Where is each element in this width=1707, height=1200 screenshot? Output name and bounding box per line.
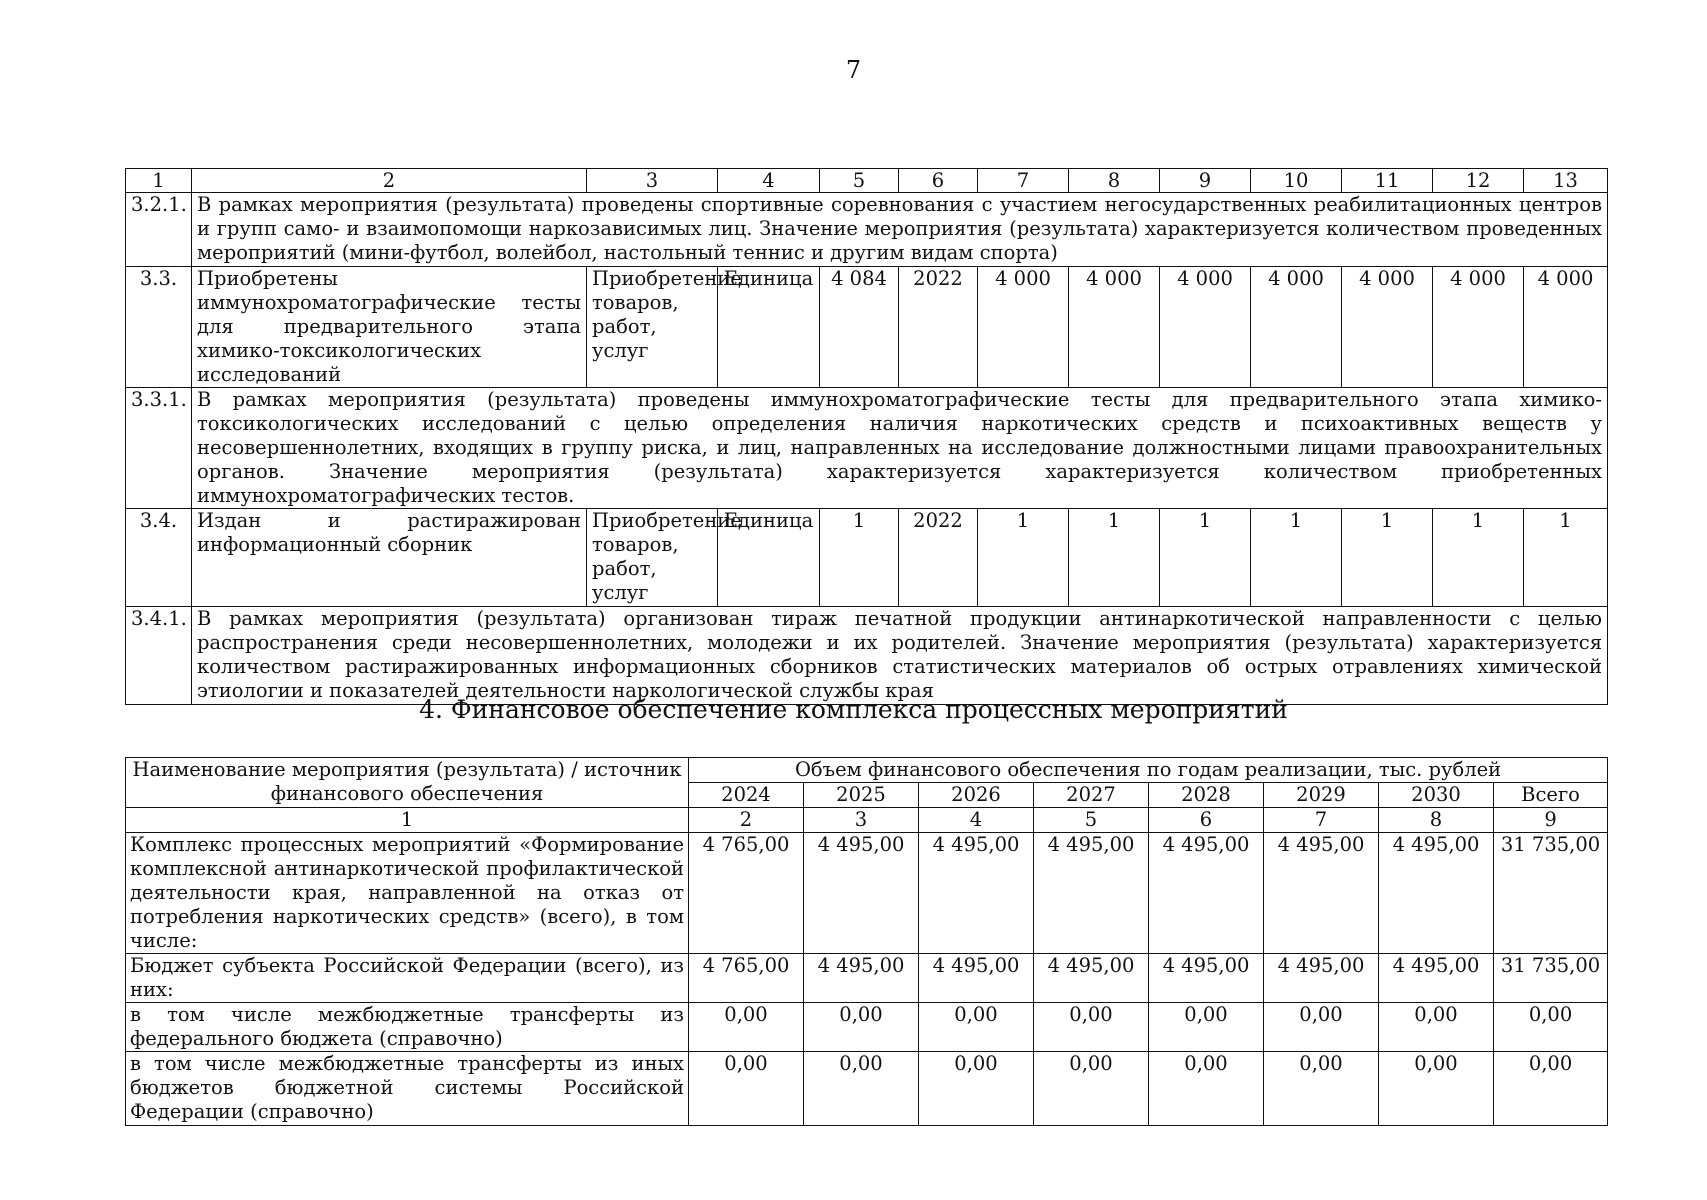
amount-cell: 0,00 (1264, 1052, 1379, 1126)
table-row (126, 1052, 1608, 1126)
year-value: 1 (1433, 509, 1524, 607)
column-group-header: Объем финансового обеспечения по годам реализации, тыс. рублей (689, 758, 1608, 783)
column-number: 8 (1069, 169, 1160, 193)
event-type: Приобретение товаров, работ, услуг (587, 509, 718, 607)
amount-cell: 0,00 (1264, 1003, 1379, 1052)
year-header: 2025 (804, 783, 919, 808)
table-row (126, 193, 1608, 267)
amount-total-cell: 0,00 (1494, 1003, 1608, 1052)
year-value: 4 000 (1160, 267, 1251, 388)
column-number: 6 (1149, 808, 1264, 833)
base-year: 2022 (899, 267, 978, 388)
amount-cell: 4 495,00 (919, 833, 1034, 954)
column-number: 12 (1433, 169, 1524, 193)
amount-cell: 4 495,00 (1034, 833, 1149, 954)
amount-cell: 0,00 (689, 1052, 804, 1126)
column-number: 3 (587, 169, 718, 193)
amount-cell: 0,00 (1379, 1003, 1494, 1052)
table-row (126, 607, 1608, 705)
table-header-row (126, 758, 1608, 783)
amount-cell: 0,00 (804, 1052, 919, 1126)
amount-cell: 0,00 (1379, 1052, 1494, 1126)
year-header: 2029 (1264, 783, 1379, 808)
column-number: 9 (1160, 169, 1251, 193)
row-number: 3.4.1. (126, 607, 192, 705)
year-header: 2030 (1379, 783, 1494, 808)
amount-cell: 4 495,00 (919, 954, 1034, 1003)
table-row (126, 509, 1608, 607)
column-number: 8 (1379, 808, 1494, 833)
amount-cell: 4 765,00 (689, 833, 804, 954)
unit: Единица (718, 267, 820, 388)
amount-cell: 4 495,00 (804, 954, 919, 1003)
amount-cell: 4 495,00 (1264, 833, 1379, 954)
event-name: Приобретены иммунохроматографические тесты для предварительного этапа химико-токсикологических исследований (192, 267, 587, 388)
year-value: 4 000 (978, 267, 1069, 388)
amount-cell: 0,00 (919, 1003, 1034, 1052)
year-value: 4 000 (1524, 267, 1608, 388)
table-numbering-row (126, 808, 1608, 833)
total-header: Всего (1494, 783, 1608, 808)
column-number: 5 (820, 169, 899, 193)
amount-cell: 0,00 (804, 1003, 919, 1052)
event-name: Издан и растиражирован информационный сборник (192, 509, 587, 607)
column-number: 1 (126, 808, 689, 833)
table-row (126, 1003, 1608, 1052)
amount-cell: 0,00 (689, 1003, 804, 1052)
column-number: 5 (1034, 808, 1149, 833)
amount-cell: 4 495,00 (1264, 954, 1379, 1003)
result-description: В рамках мероприятия (результата) проведены спортивные соревнования с участием негосударственных реабилитационных центров и групп само- и взаимопомощи наркозависимых лиц. Значение мероприятия (результата) характеризуется количеством проведенных мероприятий (мини-футбол, волейбол, настольный теннис и другим видам спорта) (192, 193, 1608, 267)
year-value: 1 (1251, 509, 1342, 607)
indicators-table (125, 168, 1608, 705)
column-number: 2 (192, 169, 587, 193)
amount-cell: 4 765,00 (689, 954, 804, 1003)
base-value: 4 084 (820, 267, 899, 388)
column-header-name: Наименование мероприятия (результата) / источник финансового обеспечения (126, 758, 689, 808)
base-value: 1 (820, 509, 899, 607)
page-number: 7 (845, 56, 862, 84)
column-number: 7 (1264, 808, 1379, 833)
year-value: 4 000 (1069, 267, 1160, 388)
table-row (126, 833, 1608, 954)
section-title: 4. Финансовое обеспечение комплекса процессных мероприятий (419, 695, 1288, 724)
year-value: 4 000 (1342, 267, 1433, 388)
row-number: 3.4. (126, 509, 192, 607)
column-number: 9 (1494, 808, 1608, 833)
year-header: 2026 (919, 783, 1034, 808)
row-number: 3.3.1. (126, 388, 192, 509)
year-value: 1 (1069, 509, 1160, 607)
result-description: В рамках мероприятия (результата) организован тираж печатной продукции антинаркотической направленности с целью распространения среди несовершеннолетних, молодежи и их родителей. Значение мероприятия (результата) характеризуется количеством растиражированных информационных сборников статистических материалов об острых отравлениях химической этиологии и показателей деятельности наркологической службы края (192, 607, 1608, 705)
funding-source-name: в том числе межбюджетные трансферты из иных бюджетов бюджетной системы Российской Федерации (справочно) (126, 1052, 689, 1126)
table-row (126, 954, 1608, 1003)
amount-total-cell: 0,00 (1494, 1052, 1608, 1126)
funding-source-name: Комплекс процессных мероприятий «Формирование комплексной антинаркотической профилактической деятельности края, направленной на отказ от потребления наркотических средств» (всего), в том числе: (126, 833, 689, 954)
year-value: 1 (978, 509, 1069, 607)
amount-cell: 4 495,00 (1149, 954, 1264, 1003)
base-year: 2022 (899, 509, 978, 607)
amount-total-cell: 31 735,00 (1494, 833, 1608, 954)
row-number: 3.3. (126, 267, 192, 388)
amount-cell: 0,00 (919, 1052, 1034, 1126)
funding-source-name: в том числе межбюджетные трансферты из федерального бюджета (справочно) (126, 1003, 689, 1052)
year-value: 1 (1342, 509, 1433, 607)
amount-cell: 0,00 (1149, 1003, 1264, 1052)
unit: Единица (718, 509, 820, 607)
column-number: 1 (126, 169, 192, 193)
column-number: 2 (689, 808, 804, 833)
amount-cell: 0,00 (1034, 1003, 1149, 1052)
funding-source-name: Бюджет субъекта Российской Федерации (всего), из них: (126, 954, 689, 1003)
year-header: 2027 (1034, 783, 1149, 808)
year-value: 1 (1524, 509, 1608, 607)
result-description: В рамках мероприятия (результата) проведены иммунохроматографические тесты для предварительного этапа химико-токсикологических исследований с целью определения наличия наркотических средств и психоактивных веществ у несовершеннолетних, входящих в группу риска, и лиц, направленных на исследование должностными лицами правоохранительных органов. Значение мероприятия (результата) характеризуется характеризуется количеством приобретенных иммунохроматографических тестов. (192, 388, 1608, 509)
amount-total-cell: 31 735,00 (1494, 954, 1608, 1003)
column-number: 3 (804, 808, 919, 833)
column-number: 4 (919, 808, 1034, 833)
row-number: 3.2.1. (126, 193, 192, 267)
amount-cell: 4 495,00 (1149, 833, 1264, 954)
year-header: 2028 (1149, 783, 1264, 808)
table-row (126, 388, 1608, 509)
table-header-row (126, 169, 1608, 193)
amount-cell: 4 495,00 (804, 833, 919, 954)
column-number: 6 (899, 169, 978, 193)
year-header: 2024 (689, 783, 804, 808)
column-number: 11 (1342, 169, 1433, 193)
year-value: 4 000 (1251, 267, 1342, 388)
amount-cell: 0,00 (1149, 1052, 1264, 1126)
table-row (126, 267, 1608, 388)
event-type: Приобретение товаров, работ, услуг (587, 267, 718, 388)
column-number: 7 (978, 169, 1069, 193)
column-number: 10 (1251, 169, 1342, 193)
column-number: 4 (718, 169, 820, 193)
amount-cell: 4 495,00 (1034, 954, 1149, 1003)
financing-table (125, 757, 1608, 1126)
year-value: 1 (1160, 509, 1251, 607)
amount-cell: 0,00 (1034, 1052, 1149, 1126)
year-value: 4 000 (1433, 267, 1524, 388)
amount-cell: 4 495,00 (1379, 954, 1494, 1003)
amount-cell: 4 495,00 (1379, 833, 1494, 954)
column-number: 13 (1524, 169, 1608, 193)
